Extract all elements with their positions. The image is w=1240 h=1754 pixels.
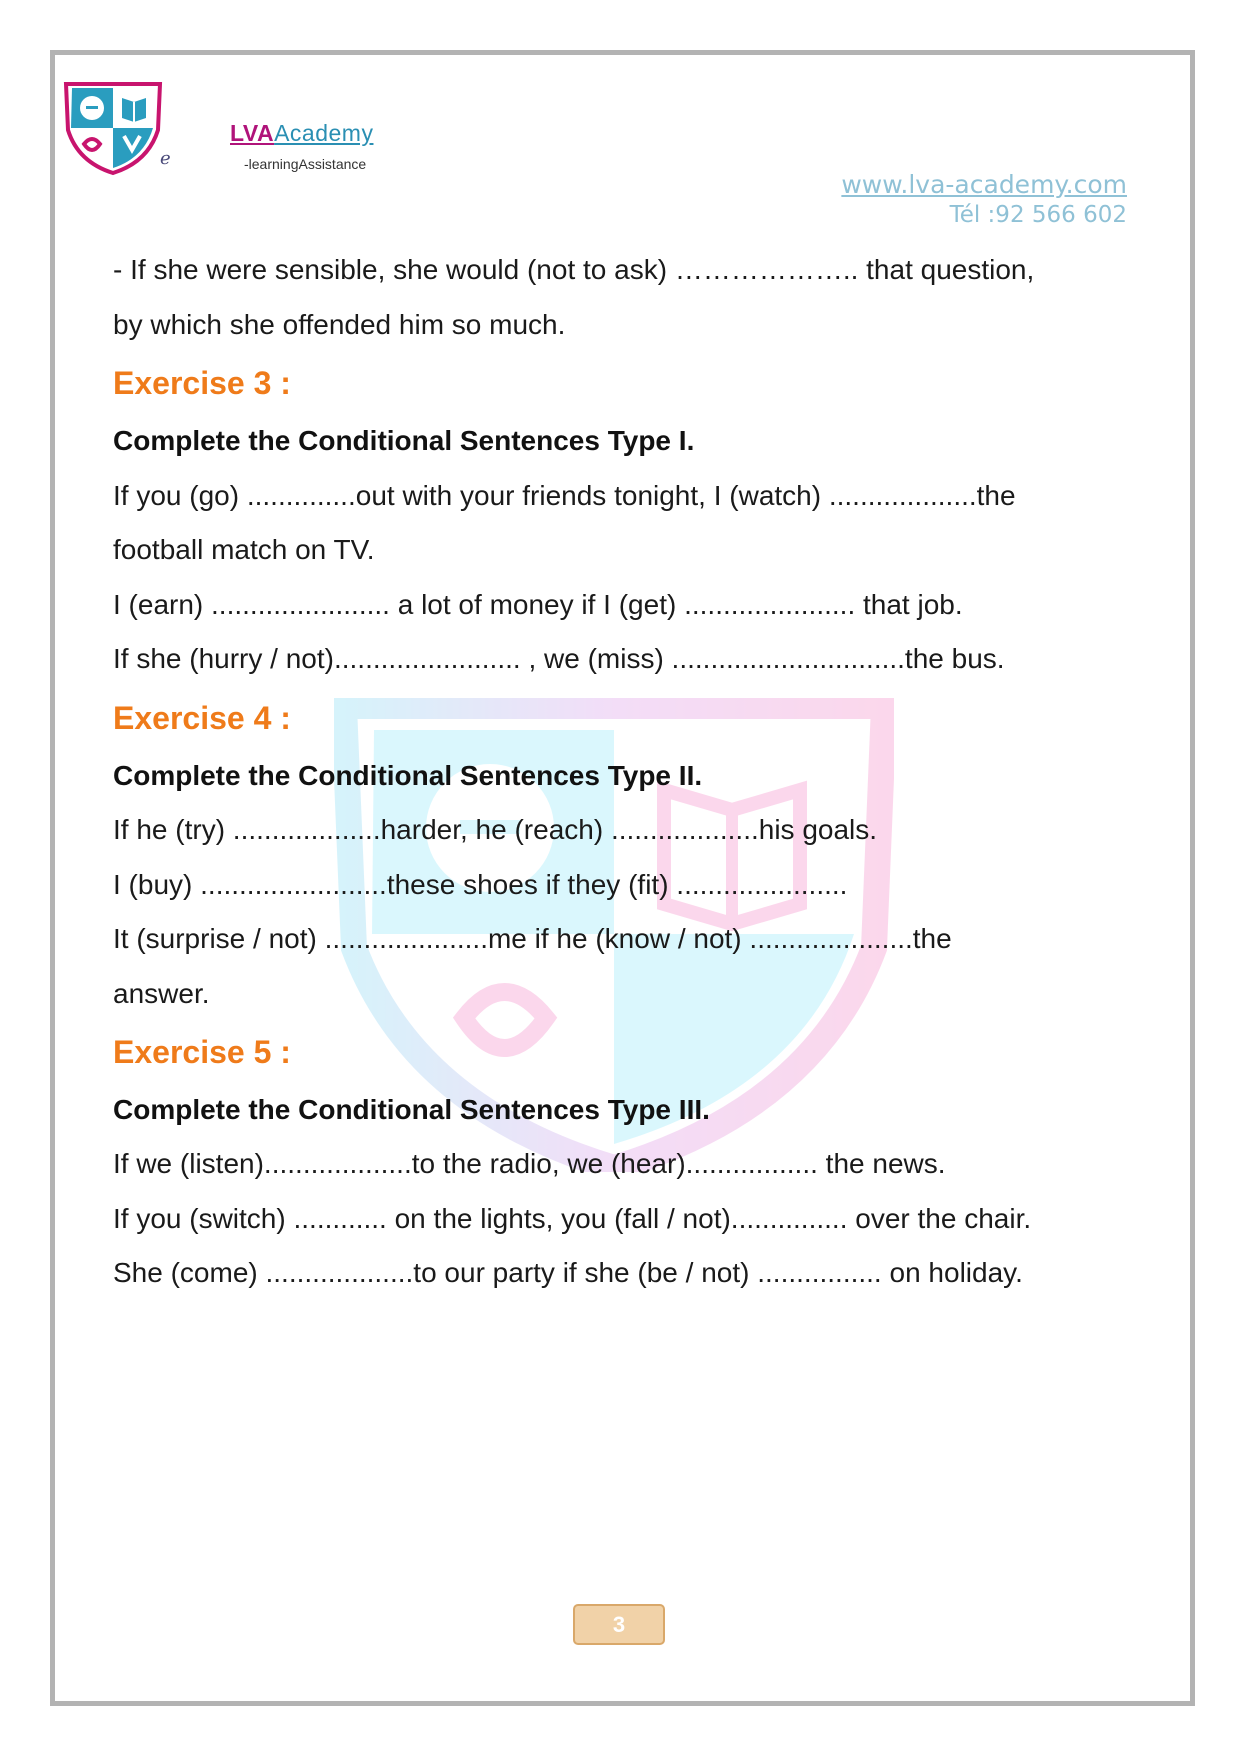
website-link[interactable]: www.lva-academy.com <box>841 170 1127 199</box>
exercise-3-title: Exercise 3 : <box>113 365 291 401</box>
exercise-4-line-3: It (surprise / not) .....................me if he (know / not) .....................the <box>113 923 952 954</box>
exercise-4-line-1: If he (try) ...................harder, he (reach) ...................his goals. <box>113 814 878 845</box>
exercise-4-line-2: I (buy) ........................these shoes if they (fit) ...................... <box>113 869 848 900</box>
brand-academy: Academy <box>274 120 374 146</box>
brand-lva: LVA <box>230 120 275 146</box>
exercise-5-instruction: Complete the Conditional Sentences Type III. <box>113 1094 710 1125</box>
exercise-3-line-3: I (earn) ....................... a lot of money if I (get) ...................... that job. <box>113 589 963 620</box>
logo-e-mark: e <box>160 148 171 169</box>
exercise-3-instruction: Complete the Conditional Sentences Type I. <box>113 425 695 456</box>
exercise-4-instruction: Complete the Conditional Sentences Type II. <box>113 760 703 791</box>
brand-name <box>230 120 373 147</box>
continuation-line-1: - If she were sensible, she would (not to ask) ……………….. that question, <box>113 254 1035 285</box>
exercise-4-title: Exercise 4 : <box>113 700 291 736</box>
brand-tagline: -learningAssistance <box>244 156 367 172</box>
academy-shield-logo <box>58 78 168 176</box>
exercise-4-line-4: answer. <box>113 978 210 1009</box>
exercise-5-line-1: If we (listen)...................to the radio, we (hear)................. the news. <box>113 1148 946 1179</box>
exercise-5-line-3: She (come) ...................to our party if she (be / not) ................ on holiday. <box>113 1257 1023 1288</box>
exercise-3-line-1: If you (go) ..............out with your friends tonight, I (watch) ...................the <box>113 480 1016 511</box>
page-number-badge: 3 <box>573 1604 665 1645</box>
continuation-line-2: by which she offended him so much. <box>113 309 566 340</box>
phone-number: Tél :92 566 602 <box>949 202 1127 228</box>
exercise-5-title: Exercise 5 : <box>113 1034 291 1070</box>
exercise-5-line-2: If you (switch) ............ on the lights, you (fall / not)............... over the chair. <box>113 1203 1032 1234</box>
exercise-3-line-2: football match on TV. <box>113 534 375 565</box>
exercise-3-line-4: If she (hurry / not)........................ , we (miss) ..............................the bus. <box>113 643 1005 674</box>
